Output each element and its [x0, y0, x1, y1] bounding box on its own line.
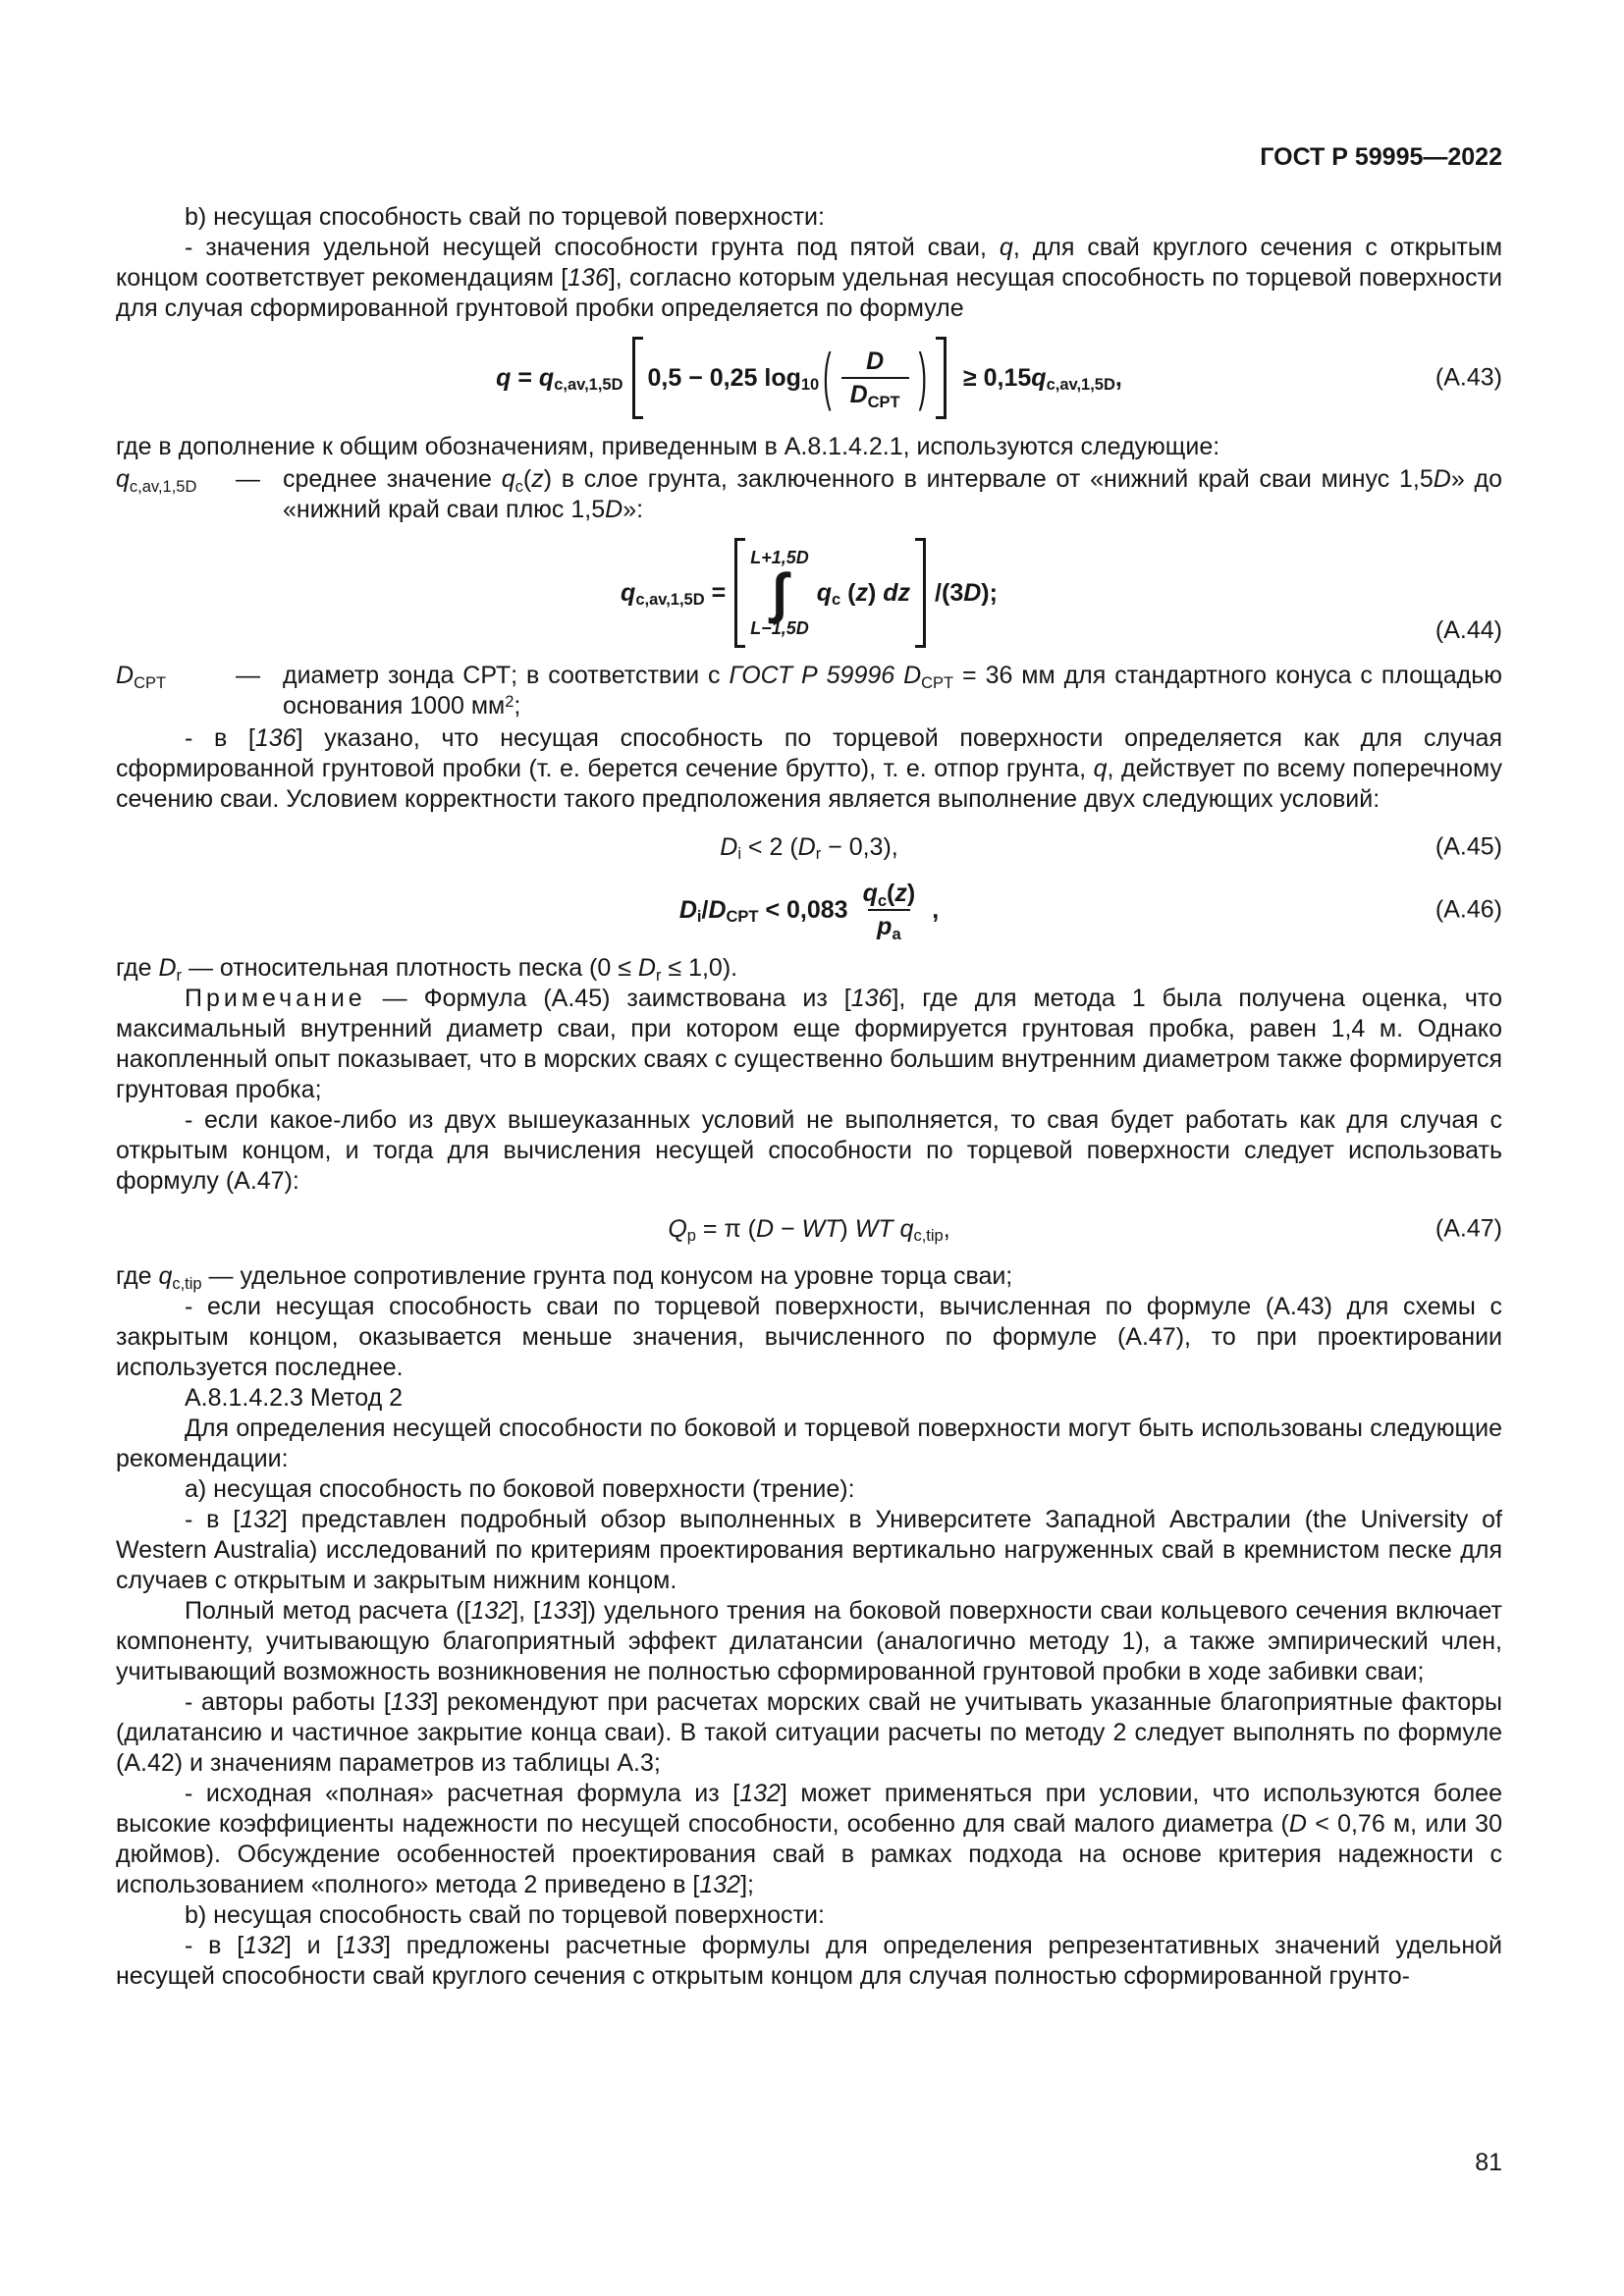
text-run: z	[531, 465, 544, 493]
paragraph: - если несущая способность сваи по торцевой поверхности, вычисленная по формуле (А.43) для схемы с закрытым концом, оказывается меньше значения, вычисленного по формуле (А.47), то при проектировании используется последнее.	[116, 1293, 1502, 1381]
text-run: q	[158, 1262, 173, 1290]
formula-text: $D_i < 2$ $(D_r - 0,3)$,	[720, 832, 898, 864]
text-run: p	[877, 913, 893, 940]
formula	[720, 832, 897, 863]
paragraph: Полный метод расчета ([132], [133]) удельного трения на боковой поверхности сваи кольцевого сечения включает компоненту, учитывающую благоприятный эффект дилатансии (аналогично методу 1), а также эмпирический член, учитывающий возможность возникновения не полностью сформированной грунтовой пробки в ходе забивки сваи;	[116, 1597, 1502, 1685]
text-run: D	[1433, 465, 1451, 493]
text-run: D	[708, 895, 727, 924]
text-run: q	[1031, 363, 1047, 392]
paragraph: где $q_{c,tip}$ — удельное сопротивление грунта под конусом на уровне торца сваи;	[116, 1262, 1013, 1293]
paragraph: А.8.1.4.2.3 Метод 2	[185, 1384, 404, 1412]
paragraph: - исходная «полная» расчетная формула из [132] может применяться при условии, что используются более высокие коэффициенты надежности по несущей способности, особенно для свай малого диаметра (D < 0,76 м, или 30 дюймов). Обсуждение особенностей проектирования свай в рамках подхода на основе критерия надежности с использованием «полного» метода 2 приведено в [132];	[116, 1780, 1502, 1898]
text-run: q	[538, 363, 555, 392]
left-square-bracket	[734, 538, 745, 648]
equation-number: (А.44)	[1435, 616, 1502, 644]
text-run: CPT	[134, 673, 167, 692]
paragraph: - если какое-либо из двух вышеуказанных условий не выполняется, то свая будет работать как для случая с открытым концом, и тогда для вычисления несущей способности по торцевой поверхности следует использовать формулу (А.47):	[116, 1106, 1502, 1195]
paragraph: a) несущая способность по боковой поверхности (трение):	[185, 1475, 855, 1503]
right-square-bracket	[915, 538, 926, 648]
text-run: D	[720, 832, 738, 861]
text-run: D	[755, 1214, 775, 1243]
definition-term	[116, 661, 236, 721]
fraction	[841, 347, 909, 411]
text-run: dz	[883, 578, 911, 607]
text-run: 132	[244, 1932, 285, 1959]
fraction-numerator: $q_c(z)$	[862, 880, 916, 910]
text-run: r	[815, 845, 822, 864]
text-run: D	[116, 662, 135, 689]
text-run: D	[605, 496, 623, 523]
formula-row	[116, 538, 1502, 648]
paragraph: где $D_r$ — относительная плотность песка $(0 \le D_r \le 1,0)$.	[116, 954, 738, 985]
text-run: c	[514, 477, 523, 496]
text-run: 132	[739, 1780, 781, 1807]
paragraph: - в [132] представлен подробный обзор выполненных в Университете Западной Австралии (the University of Western Australia) исследований по критериям проектирования вертикально нагруженных свай в кремнистом песке для случаев с открытым и закрытым нижним концом.	[116, 1506, 1502, 1594]
text-run: a	[892, 925, 901, 943]
document-header	[116, 142, 1502, 173]
text-run: 136	[254, 724, 297, 752]
formula	[678, 880, 940, 943]
text-run: q	[862, 880, 878, 907]
formula-row	[116, 1209, 1502, 1249]
text-run: CPT	[921, 673, 954, 692]
text-run: r	[655, 966, 662, 985]
text-run: D	[963, 578, 982, 607]
definition-text: диаметр зонда СРТ; в соответствии с ГОСТ Р 59996 $D_{CPT} = 36$ мм для стандартного конуса с площадью основания 1000 $мм^2$;	[283, 662, 1502, 720]
definition-row	[116, 464, 1502, 525]
text-run: 136	[568, 264, 609, 292]
definition-term	[116, 464, 236, 525]
text-run: p	[686, 1227, 696, 1246]
paragraph: b) несущая способность свай по торцевой поверхности:	[185, 1901, 825, 1929]
page-footer	[116, 2148, 1502, 2178]
formula-row	[116, 880, 1502, 943]
fraction-numerator	[857, 347, 893, 377]
definition-text: среднее значение $q_c(z)$ в слое грунта, заключенного в интервале от «нижний край сваи минус 1,5D» до «нижний край сваи плюс 1,5D»:	[283, 465, 1502, 523]
text-run: D	[158, 954, 177, 982]
paragraph: Для определения несущей способности по боковой и торцевой поверхности могут быть использованы следующие рекомендации:	[116, 1415, 1502, 1472]
paragraph: где в дополнение к общим обозначениям, приведенным в А.8.1.4.2.1, используются следующие:	[116, 433, 1220, 460]
text-run: 132	[470, 1597, 513, 1625]
text-run: 136	[850, 985, 893, 1012]
text-run: D	[866, 347, 885, 375]
formula-inner: 0,5 − 0,25 $\log_{10}$	[647, 363, 820, 395]
formula	[621, 538, 998, 648]
text-run: 133	[343, 1932, 385, 1959]
text-run: c,av,1,5D	[635, 591, 705, 610]
text-run: 132	[240, 1506, 281, 1533]
text-run: c	[877, 891, 888, 910]
standard-number: ГОСТ Р 59995—2022	[1260, 143, 1502, 171]
definition-dash: —	[236, 662, 260, 689]
formula-lhs: $q_{c,av,1,5D}$ =	[621, 578, 727, 610]
equation-number: (А.43)	[1435, 363, 1502, 392]
integral-upper-limit: L+1,5D	[750, 548, 809, 568]
text-run: c,av,1,5D	[129, 477, 197, 496]
note-paragraph: Примечание — Формула (А.45) заимствована из [136], где для метода 1 была получена оценка, что максимальный внутренний диаметр сваи, при котором еще формируется грунтовая пробка, равен 1,4 м. Однако накопленный опыт показывает, что в морских сваях с существенно большим внутренним диаметром также формируется грунтовая пробка;	[116, 985, 1502, 1103]
definition-row	[116, 661, 1502, 721]
text-run: q	[116, 465, 130, 493]
text-run: q	[501, 465, 515, 493]
text-run: D	[1288, 1810, 1307, 1838]
equation-number: (А.47)	[1435, 1214, 1502, 1243]
formula	[496, 337, 1122, 419]
big-paren: (	[823, 341, 832, 413]
text-run: i	[737, 845, 741, 864]
formula-row	[116, 337, 1502, 419]
text-run: D	[903, 662, 922, 689]
text-run: 10	[800, 376, 820, 395]
text-run: c,av,1,5D	[1046, 376, 1115, 395]
text-run: q	[999, 234, 1013, 261]
document-body	[116, 202, 1502, 1992]
text-run: q	[621, 578, 636, 607]
right-square-bracket	[936, 337, 947, 419]
formula-rhs: ≥ $0,15q_{c,av,1,5D}$,	[962, 363, 1122, 395]
paragraph: - авторы работы [133] рекомендуют при расчетах морских свай не учитывать указанные благоприятные факторы (дилатансию и частичное закрытие конца сваи). В такой ситуации расчеты по методу 2 следует выполнять по формуле (А.42) и значениям параметров из таблицы А.3;	[116, 1688, 1502, 1777]
text-run: D	[849, 381, 868, 408]
text-run: ГОСТ Р 59996	[729, 662, 904, 689]
formula	[668, 1214, 949, 1245]
text-run: q	[899, 1214, 914, 1243]
text-run: q	[1093, 755, 1108, 782]
integral-sign: ∫	[772, 561, 787, 624]
paragraph: - в [136] указано, что несущая способность по торцевой поверхности определяется как для случая сформированной грунтовой пробки (т. е. берется сечение брутто), т. е. отпор грунта, q, действует по всему поперечному сечению сваи. Условием корректности такого предположения является выполнение двух следующих условий:	[116, 724, 1502, 813]
text-run: 132	[699, 1871, 741, 1898]
text-run: D	[678, 895, 697, 924]
fraction	[854, 880, 925, 943]
text-run: q	[496, 363, 512, 392]
fraction-denominator	[841, 377, 909, 411]
equation-number: (А.46)	[1435, 895, 1502, 924]
text-run: WT	[801, 1214, 840, 1243]
text-run: WT	[854, 1214, 893, 1243]
page-number: 81	[1475, 2149, 1502, 2176]
text-run: CPT	[867, 393, 900, 411]
text-run: 133	[390, 1688, 432, 1716]
integral	[750, 549, 809, 636]
text-run: z	[894, 880, 907, 907]
formula-text: $Q_p = \pi$ (D − WT) WT $q_{c,tip}$,	[668, 1214, 950, 1246]
text-run: c	[832, 591, 841, 610]
paragraph: - в [132] и [133] предложены расчетные формулы для определения репрезентативных значений удельной несущей способности свай круглого сечения с открытым концом для случая полностью сформированной грунто-	[116, 1932, 1503, 1990]
text-run: Q	[668, 1214, 687, 1243]
paragraph: b) несущая способность свай по торцевой поверхности:	[185, 203, 825, 231]
text-run: CPT	[726, 908, 759, 927]
text-run: z	[855, 578, 868, 607]
paragraph: - значения удельной несущей способности грунта под пятой сваи, q, для свай круглого сечения с открытым концом соответствует рекомендациям [136], согласно которым удельная несущая способность по торцевой поверхности для случая сформированной грунтовой пробки определяется по формуле	[116, 234, 1503, 322]
equation-number: (А.45)	[1435, 832, 1502, 861]
fraction-denominator	[868, 909, 909, 943]
big-paren: )	[918, 341, 927, 413]
text-run: c,tip	[913, 1227, 944, 1246]
integrand: $q_c$ (z) dz	[816, 578, 911, 610]
formula-rhs: ,	[932, 895, 940, 924]
text-run: c,tip	[172, 1274, 202, 1293]
text-run: c,av,1,5D	[554, 376, 623, 395]
text-run: q	[816, 578, 833, 607]
text-run: 2	[505, 692, 514, 711]
formula-row	[116, 828, 1502, 867]
text-run: i	[696, 908, 702, 927]
text-run: Примечание	[185, 985, 366, 1012]
formula-lhs: $q = q_{c,av,1,5D}$	[496, 363, 623, 395]
definition-dash: —	[236, 465, 260, 493]
formula-lhs: $D_i/D_{CPT} < 0,083$	[678, 895, 848, 927]
text-run: 133	[540, 1597, 581, 1625]
text-run: D	[637, 954, 656, 982]
formula-rhs: /(3D);	[935, 578, 998, 607]
integral-lower-limit: L−1,5D	[750, 617, 809, 638]
text-run: r	[176, 966, 182, 985]
left-square-bracket	[632, 337, 643, 419]
text-run: D	[797, 832, 816, 861]
